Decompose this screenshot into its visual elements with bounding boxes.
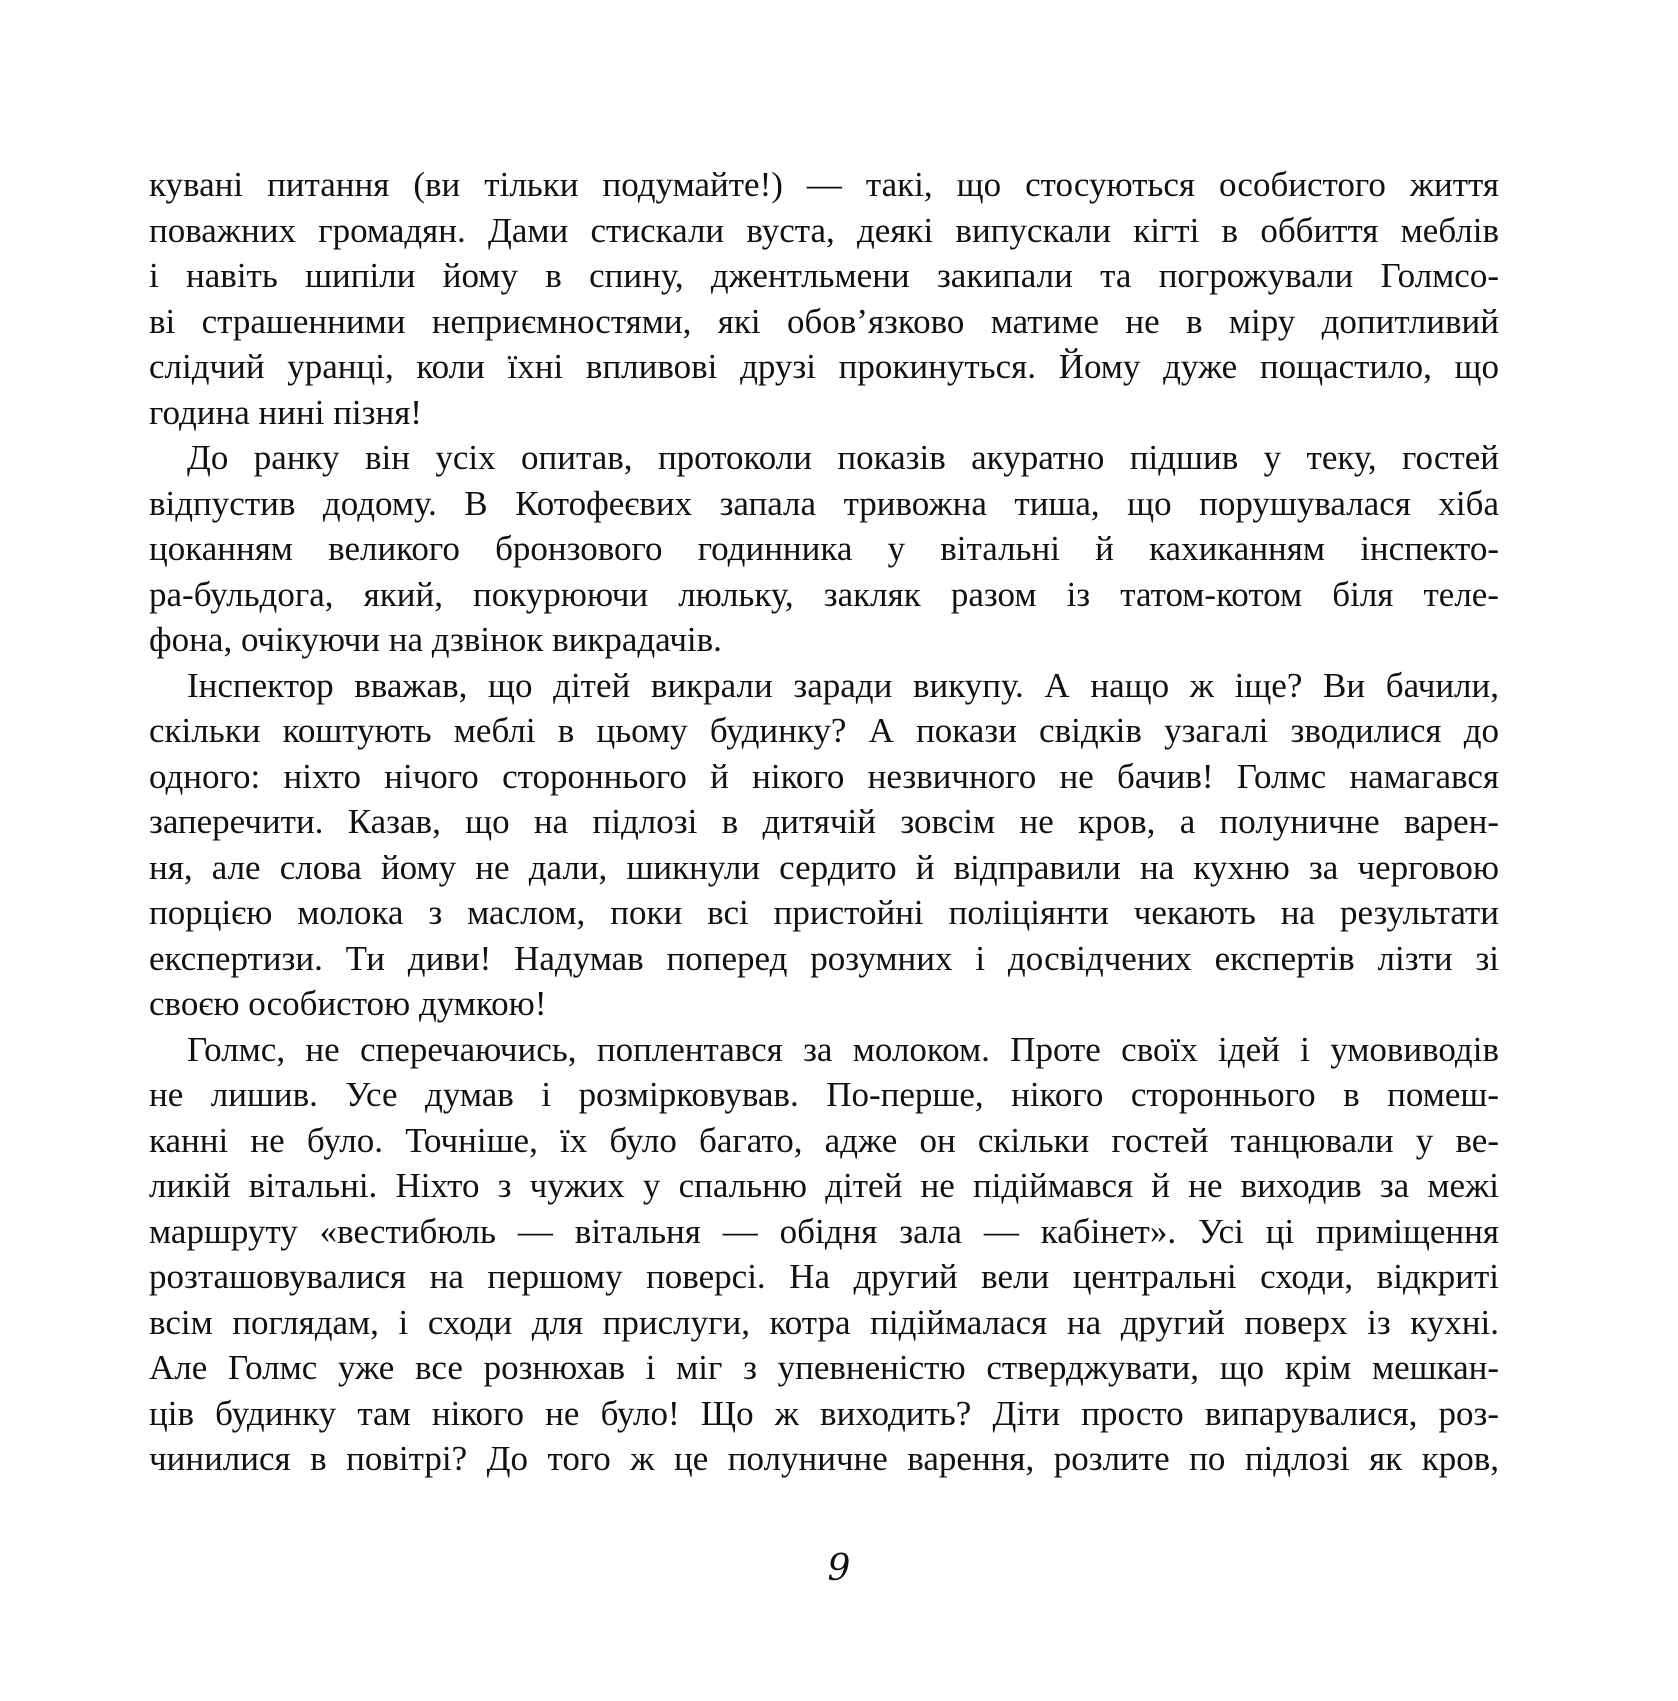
text-line: Але Голмс уже все рознюхав і міг з упевненістю стверджувати, що крім мешкан- [149, 1348, 1499, 1387]
text-line: не лишив. Усе думав і розмірковував. По-перше, нікого стороннього в помеш- [149, 1075, 1499, 1114]
text-line: година нині пізня! [149, 392, 422, 432]
text-line: фона, очікуючи на дзвінок викрадачів. [149, 620, 722, 659]
text-line: ра-бульдога, який, покурюючи люльку, закляк разом із татом-котом біля теле- [149, 574, 1499, 614]
body-text [149, 162, 1499, 1482]
text-line: відпустив додому. В Котофеєвих запала тривожна тиша, що порушувалася хіба [149, 483, 1499, 523]
text-line: заперечити. Казав, що на підлозі в дитячій зовсім не кров, а полуничне варен- [149, 802, 1499, 841]
text-line: одного: ніхто нічого стороннього й нікого незвичного не бачив! Голмс намагався [149, 756, 1499, 796]
text-line: всім поглядам, і сходи для прислуги, котра підіймалася на другий поверх із кухні. [149, 1302, 1499, 1342]
text-line: поважних громадян. Дами стискали вуста, деякі випускали кігті в оббиття меблів [149, 210, 1499, 250]
paragraph-first-line: До ранку він усіх опитав, протоколи показів акуратно підшив у теку, гостей [187, 438, 1499, 477]
text-line: скільки коштують меблі в цьому будинку? А покази свідків узагалі зводилися до [149, 711, 1499, 750]
text-line: своєю особистою думкою! [149, 984, 547, 1023]
text-line: маршруту «вестибюль — вітальня — обідня зала — кабінет». Усі ці приміщення [149, 1211, 1499, 1251]
text-line: слідчий уранці, коли їхні впливові друзі прокинуться. Йому дуже пощастило, що [149, 347, 1499, 386]
text-line: ві страшенними неприємностями, які обов’язково матиме не в міру допитливий [149, 301, 1499, 341]
text-line: канні не було. Точніше, їх було багато, адже он скільки гостей танцювали у ве- [149, 1120, 1499, 1160]
text-line: чинилися в повітрі? До того ж це полуничне варення, розлите по підлозі як кров, [149, 1439, 1499, 1478]
text-line: цоканням великого бронзового годинника у вітальні й кахиканням інспекто- [149, 529, 1499, 568]
text-line: розташовувалися на першому поверсі. На другий вели центральні сходи, відкриті [149, 1257, 1499, 1296]
text-line: ликій вітальні. Ніхто з чужих у спальню дітей не підіймався й не виходив за межі [149, 1166, 1499, 1205]
text-line: експертизи. Ти диви! Надумав поперед розумних і досвідчених експертів лізти зі [149, 938, 1499, 978]
text-line: порцією молока з маслом, поки всі пристойні поліціянти чекають на результати [149, 893, 1499, 932]
text-line: ців будинку там нікого не було! Що ж виходить? Діти просто випарувалися, роз- [149, 1393, 1499, 1433]
text-line: кувані питання (ви тільки подумайте!) — такі, що стосуються особистого життя [149, 165, 1499, 204]
text-line: і навіть шипіли йому в спину, джентльмени закипали та погрожували Голмсо- [149, 256, 1499, 295]
text-line: ня, але слова йому не дали, шикнули сердито й відправили на кухню за черговою [149, 847, 1499, 887]
page-number: 9 [827, 1548, 851, 1589]
paragraph-first-line: Інспектор вважав, що дітей викрали заради викупу. А нащо ж іще? Ви бачили, [187, 665, 1499, 705]
paragraph-first-line: Голмс, не сперечаючись, поплентався за молоком. Проте своїх ідей і умовиводів [187, 1029, 1499, 1069]
